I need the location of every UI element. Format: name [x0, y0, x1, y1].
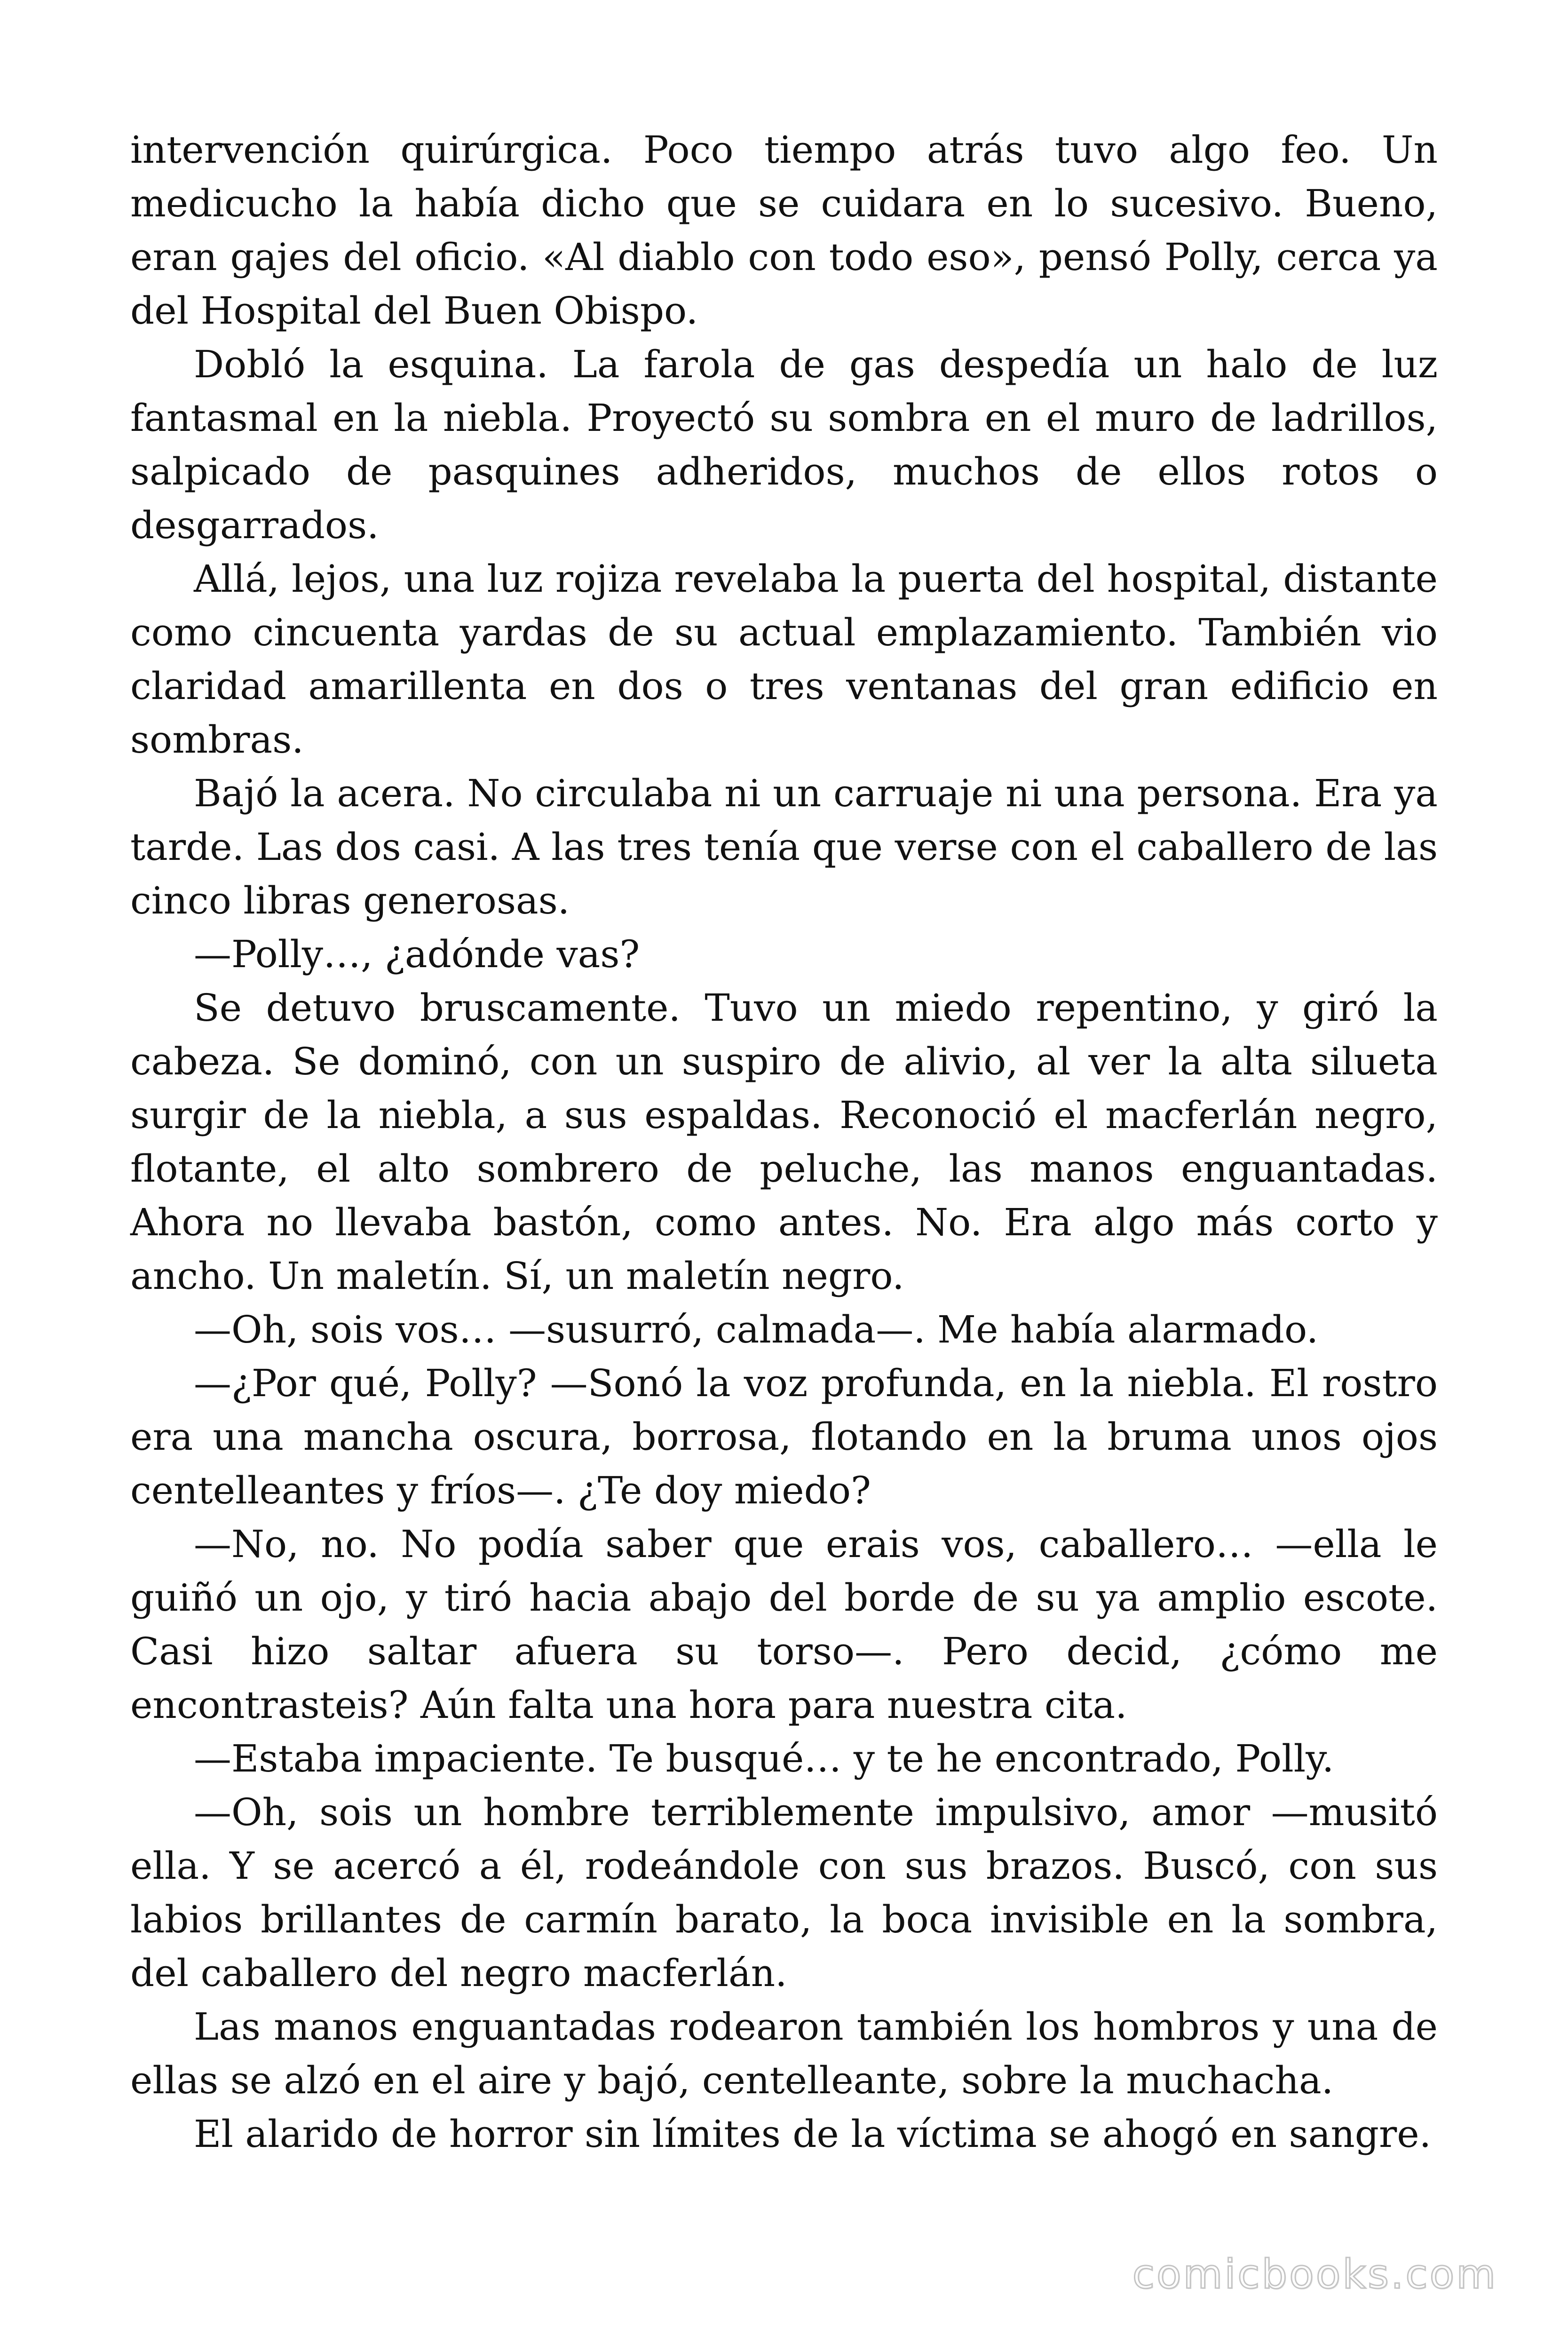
- final-paragraph: El alarido de horror sin límites de la víctima se ahogó en sangre.: [194, 2112, 1432, 2156]
- paragraph: Dobló la esquina. La farola de gas despedía un halo de luz fantasmal en la niebla. Proyectó su sombra en el muro de ladrillos, salpicado de pasquines adheridos, muchos de ellos rotos o desgarrados.: [130, 342, 1438, 547]
- paragraph: intervención quirúrgica. Poco tiempo atrás tuvo algo feo. Un medicucho la había dicho que se cuidara en lo sucesivo. Bueno, eran gajes del oficio. «Al diablo con todo eso», pensó Polly, cerca ya del Hospital del Buen Obispo.: [130, 128, 1438, 333]
- dialogue-paragraph: —Oh, sois vos… —susurró, calmada—. Me había alarmado.: [194, 1308, 1319, 1351]
- dialogue-paragraph: —Estaba impaciente. Te busqué… y te he encontrado, Polly.: [194, 1737, 1334, 1780]
- watermark: comicbooks.com: [1132, 2251, 1497, 2298]
- dialogue-paragraph: —No, no. No podía saber que erais vos, caballero… —ella le guiñó un ojo, y tiró hacia abajo del borde de su ya amplio escote. Casi hizo saltar afuera su torso—. Pero decid, ¿cómo me encontrasteis? Aún falta una hora para nuestra cita.: [130, 1522, 1438, 1727]
- dialogue-paragraph: —Polly…, ¿adónde vas?: [194, 932, 640, 976]
- dialogue-paragraph: —¿Por qué, Polly? —Sonó la voz profunda, en la niebla. El rostro era una mancha oscura, borrosa, flotando en la bruma unos ojos centelleantes y fríos—. ¿Te doy miedo?: [130, 1361, 1438, 1512]
- paragraph: Las manos enguantadas rodearon también los hombros y una de ellas se alzó en el aire y bajó, centelleante, sobre la muchacha.: [130, 2005, 1438, 2102]
- paragraph: Bajó la acera. No circulaba ni un carruaje ni una persona. Era ya tarde. Las dos casi. A las tres tenía que verse con el caballero de las cinco libras generosas.: [130, 771, 1438, 922]
- paragraph: Allá, lejos, una luz rojiza revelaba la puerta del hospital, distante como cincuenta yardas de su actual emplazamiento. También vio claridad amarillenta en dos o tres ventanas del gran edificio en sombras.: [130, 557, 1438, 762]
- paragraph: Se detuvo bruscamente. Tuvo un miedo repentino, y giró la cabeza. Se dominó, con un suspiro de alivio, al ver la alta silueta surgir de la niebla, a sus espaldas. Reconoció el macferlán negro, flotante, el alto sombrero de peluche, las manos enguantadas. Ahora no llevaba bastón, como antes. No. Era algo más corto y ancho. Un maletín. Sí, un maletín negro.: [130, 986, 1438, 1298]
- body-text: [130, 123, 1438, 2161]
- dialogue-paragraph: —Oh, sois un hombre terriblemente impulsivo, amor —musitó ella. Y se acercó a él, rodeándole con sus brazos. Buscó, con sus labios brillantes de carmín barato, la boca invisible en la sombra, del caballero del negro macferlán.: [130, 1790, 1438, 1995]
